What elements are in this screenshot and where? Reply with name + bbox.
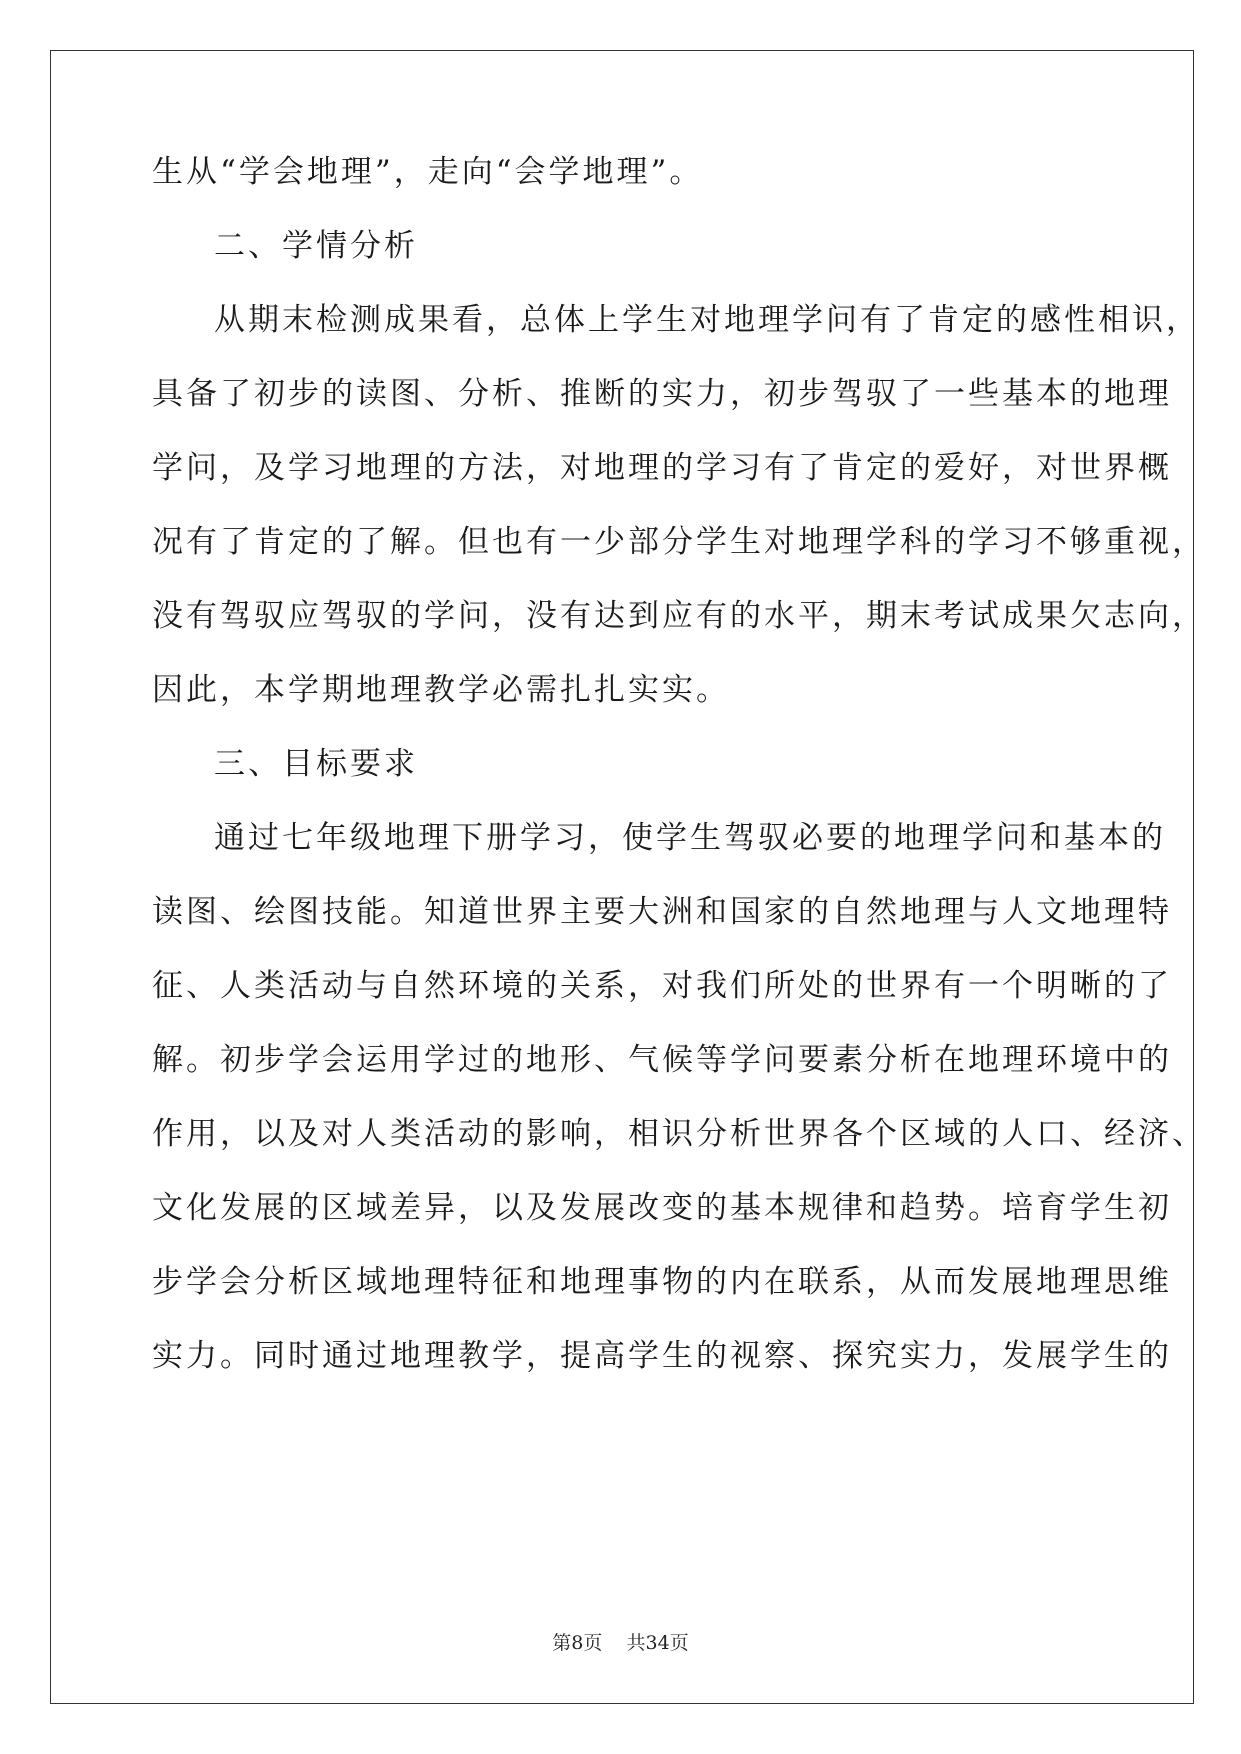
text-line: 作用，以及对人类活动的影响，相识分析世界各个区域的人口、经济、 xyxy=(152,1116,1206,1152)
text-line: 况有了肯定的了解。但也有一少部分学生对地理学科的学习不够重视， xyxy=(152,524,1206,560)
section-heading: 三、目标要求 xyxy=(214,746,418,782)
text-line: 因此，本学期地理教学必需扎扎实实。 xyxy=(152,672,730,708)
page-footer xyxy=(0,1628,1241,1655)
text-line: 文化发展的区域差异，以及发展改变的基本规律和趋势。培育学生初 xyxy=(152,1190,1172,1226)
text-line: 通过七年级地理下册学习，使学生驾驭必要的地理学问和基本的 xyxy=(214,820,1166,856)
page-border xyxy=(50,50,1206,1704)
text-line: 生从“学会地理”，走向“会学地理”。 xyxy=(152,154,704,190)
section-heading: 二、学情分析 xyxy=(214,228,418,264)
text-line: 具备了初步的读图、分析、推断的实力，初步驾驭了一些基本的地理 xyxy=(152,376,1172,412)
text-line: 学问，及学习地理的方法，对地理的学习有了肯定的爱好，对世界概 xyxy=(152,450,1172,486)
text-line: 从期末检测成果看，总体上学生对地理学问有了肯定的感性相识， xyxy=(214,302,1200,338)
text-line: 读图、绘图技能。知道世界主要大洲和国家的自然地理与人文地理特 xyxy=(152,894,1172,930)
page-number: 第8页 xyxy=(552,1632,603,1654)
text-line: 没有驾驭应驾驭的学问，没有达到应有的水平，期末考试成果欠志向， xyxy=(152,598,1206,634)
text-line: 实力。同时通过地理教学，提高学生的视察、探究实力，发展学生的 xyxy=(152,1338,1172,1374)
page-total: 共34页 xyxy=(626,1632,689,1654)
text-line: 征、人类活动与自然环境的关系，对我们所处的世界有一个明晰的了 xyxy=(152,968,1172,1004)
text-line: 解。初步学会运用学过的地形、气候等学问要素分析在地理环境中的 xyxy=(152,1042,1172,1078)
text-line: 步学会分析区域地理特征和地理事物的内在联系，从而发展地理思维 xyxy=(152,1264,1172,1300)
